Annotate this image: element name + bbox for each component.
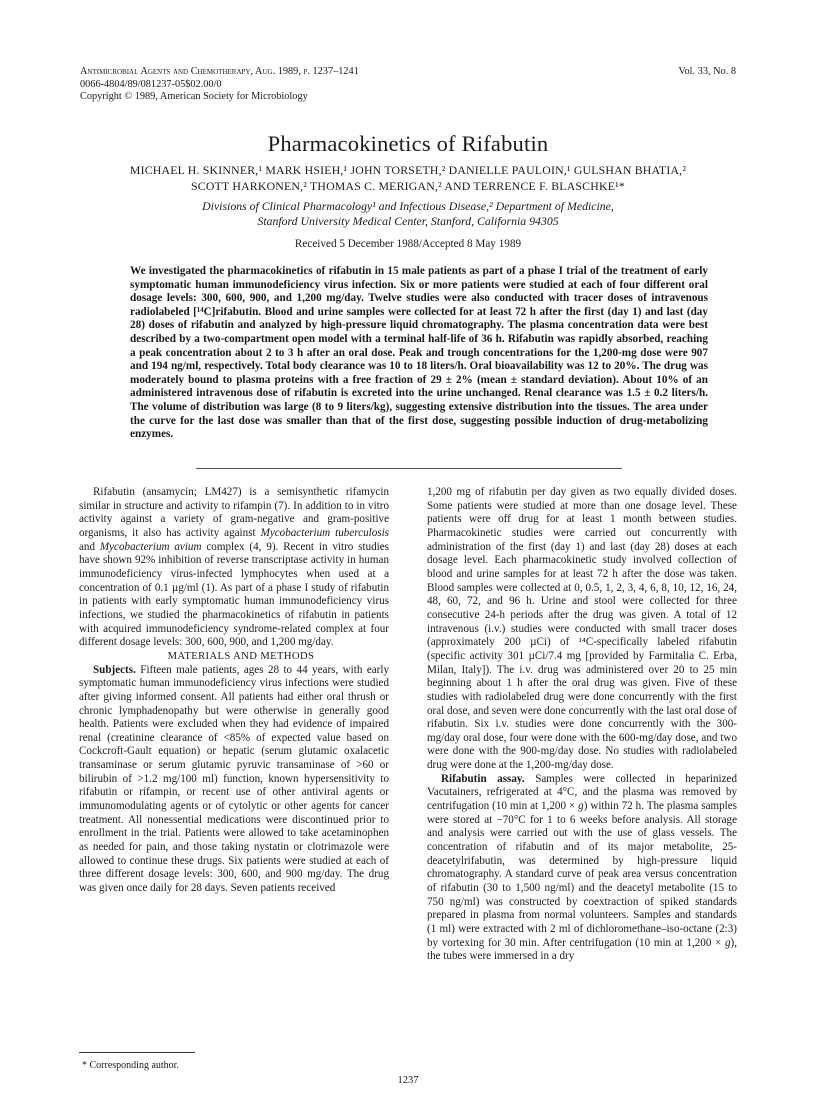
- abstract: We investigated the pharmacokinetics of rifabutin in 15 male patients as part of a phase I trial of the treatment of early symptomatic human immunodeficiency virus infection. Six or more patients were studied at each of four different oral dosage levels: 300, 600, 900, and 1,200 mg/day. Twelve studies were also conducted with tracer doses of intravenous radiolabeled [¹⁴C]rifabutin. Blood and urine samples were collected for at least 72 h after the first (day 1) and last (day 28) doses of rifabutin and analyzed by high-pressure liquid chromatography. The plasma concentration data were best described by a two-compartment open model with a terminal half-life of 36 h. Rifabutin was rapidly absorbed, reaching a peak concentration about 2 to 3 h after an oral dose. Peak and trough concentrations for the 1,200-mg dose were 907 and 194 ng/ml, respectively. Total body clearance was 10 to 18 liters/h. Oral bioavailability was 12 to 20%. The drug was moderately bound to plasma proteins with a free fraction of 29 ± 2% (mean ± standard deviation). About 10% of an administered intravenous dose of rifabutin is excreted into the urine unchanged. Renal clearance was 1.5 ± 0.2 liters/h. The volume of distribution was large (8 to 9 liters/kg), suggesting extensive distribution into the tissues. The area under the curve for the last dose was smaller than that of the first dose, suggesting possible induction of drug-metabolizing enzymes.: [130, 265, 708, 441]
- assay-paragraph: Rifabutin assay. Samples were collected in heparinized Vacutainers, refrigerated at 4°C, and the plasma was removed by centrifugation (10 min at 1,200 × g) within 72 h. The plasma samples were stored at −70°C for 1 to 6 weeks before analysis. All storage and analysis were carried out with the use of glass vessels. The concentration of rifabutin and of its major metabolite, 25-deacetylrifabutin, was determined by high-pressure liquid chromatography. A standard curve of peak area versus concentration of rifabutin (30 to 1,500 ng/ml) and the deacetyl metabolite (15 to 750 ng/ml) was constructed by coextraction of spiked standards prepared in plasma from normal volunteers. Samples and standards (1 ml) were extracted with 2 ml of dichloromethane–iso-octane (2:3) by vortexing for 30 min. After centrifugation (10 min at 1,200 × g), the tubes were immersed in a dry: [427, 772, 737, 963]
- page-number: 1237: [397, 1075, 419, 1086]
- author-list-line-2: SCOTT HARKONEN,² THOMAS C. MERIGAN,² AND TERRENCE F. BLASCHKE¹*: [191, 179, 625, 193]
- author-list-line-1: MICHAEL H. SKINNER,¹ MARK HSIEH,¹ JOHN TORSETH,² DANIELLE PAULOIN,¹ GULSHAN BHATIA,²: [129, 163, 687, 177]
- received-dates: Received 5 December 1988/Accepted 8 May 1989: [294, 238, 522, 250]
- subjects-paragraph: Subjects. Fifteen male patients, ages 28 to 44 years, with early symptomatic human immunodeficiency virus infections were studied after giving informed consent. All patients had either oral thrush or chronic lymphadenopathy but were otherwise in generally good health. Patients were excluded when they had evidence of impaired renal (creatinine clearance of <85% of expected value based on Cockcroft-Gault equation) or hepatic (serum glutamic oxalacetic transaminase or serum glutamic pyruvic transaminase of >60 or bilirubin of >1.2 mg/100 ml) function, known hypersensitivity to rifabutin or rifampin, or recent use of other antiviral agents or immunomodulating agents or of cytolytic or other agents for cancer treatment. All nonessential medications were discontinued prior to enrollment in the trial. Patients were allowed to take acetaminophen as needed for pain, and those taking nystatin or clotrimazole were allowed to continue these drugs. Six patients were studied at each of three different dosage levels: 300, 600, and 900 mg/day. The drug was given once daily for 28 days. Seven patients received: [79, 663, 389, 895]
- affiliation-line-1: Divisions of Clinical Pharmacology¹ and Infectious Disease,² Department of Medicine,: [202, 199, 614, 213]
- journal-citation: Antimicrobial Agents and Chemotherapy, Aug. 1989, p. 1237–1241: [80, 66, 359, 77]
- issn-line: 0066-4804/89/081237-05$02.00/0: [80, 79, 222, 90]
- left-column: [79, 486, 389, 896]
- right-column: [427, 486, 737, 964]
- abstract-divider: [196, 468, 622, 469]
- continued-paragraph: 1,200 mg of rifabutin per day given as two equally divided doses. Some patients were studied at more than one dosage level. These patients were off drug for at least 1 month between studies. Pharmacokinetic studies were carried out concurrently with administration of the first (day 1) and last (day 28) doses at each dosage level. Each pharmacokinetic study involved collection of blood and urine samples for at least 72 h after the dose was taken. Blood samples were collected at 0, 0.5, 1, 2, 3, 4, 6, 8, 10, 12, 16, 24, 48, 60, 72, and 96 h. Urine and stool were collected for three consecutive 24-h periods after the drug was given. A total of 12 intravenous (i.v.) studies were conducted with small tracer doses (approximately 200 µCi) of ¹⁴C-specifically labeled rifabutin (specific activity 301 µCi/7.4 mg [provided by Farmitalia C. Erba, Milan, Italy]). The i.v. drug was administered over 20 to 25 min beginning about 1 h after the oral drug was given. Five of these studies with radiolabeled drug were done concurrently with the first oral dose, and seven were done concurrently with the last oral dose of rifabutin. Six i.v. studies were done concurrently with the 300-mg/day oral dose, four were done with the 600-mg/day dose, and two were done with the 900-mg/day dose. No studies with radiolabeled drug were done at the 1,200-mg/day dose.: [427, 486, 737, 772]
- intro-paragraph: Rifabutin (ansamycin; LM427) is a semisynthetic rifamycin similar in structure and activity to rifampin (7). In addition to in vitro activity against a variety of gram-negative and gram-positive organisms, it also has activity against Mycobacterium tuberculosis and Mycobacterium avium complex (4, 9). Recent in vitro studies have shown 92% inhibition of reverse transcriptase activity in human immunodeficiency virus-infected lymphocytes when used at a concentration of 0.1 µg/ml (1). As part of a phase I study of rifabutin in patients with early symptomatic human immunodeficiency virus infections, we studied the pharmacokinetics of rifabutin in patients with acquired immunodeficiency syndrome-related complex at four different dosage levels: 300, 600, 900, and 1,200 mg/day.: [79, 486, 389, 649]
- volume-number: Vol. 33, No. 8: [678, 66, 736, 77]
- article-title: Pharmacokinetics of Rifabutin: [267, 131, 549, 156]
- footnote-divider: [79, 1052, 195, 1053]
- affiliation-line-2: Stanford University Medical Center, Stanford, California 94305: [257, 214, 559, 228]
- corresponding-author-footnote: * Corresponding author.: [82, 1060, 179, 1071]
- subjects-heading: Subjects.: [93, 663, 136, 676]
- assay-heading: Rifabutin assay.: [441, 772, 525, 785]
- copyright-line: Copyright © 1989, American Society for Microbiology: [80, 91, 308, 102]
- methods-heading: MATERIALS AND METHODS: [167, 650, 315, 662]
